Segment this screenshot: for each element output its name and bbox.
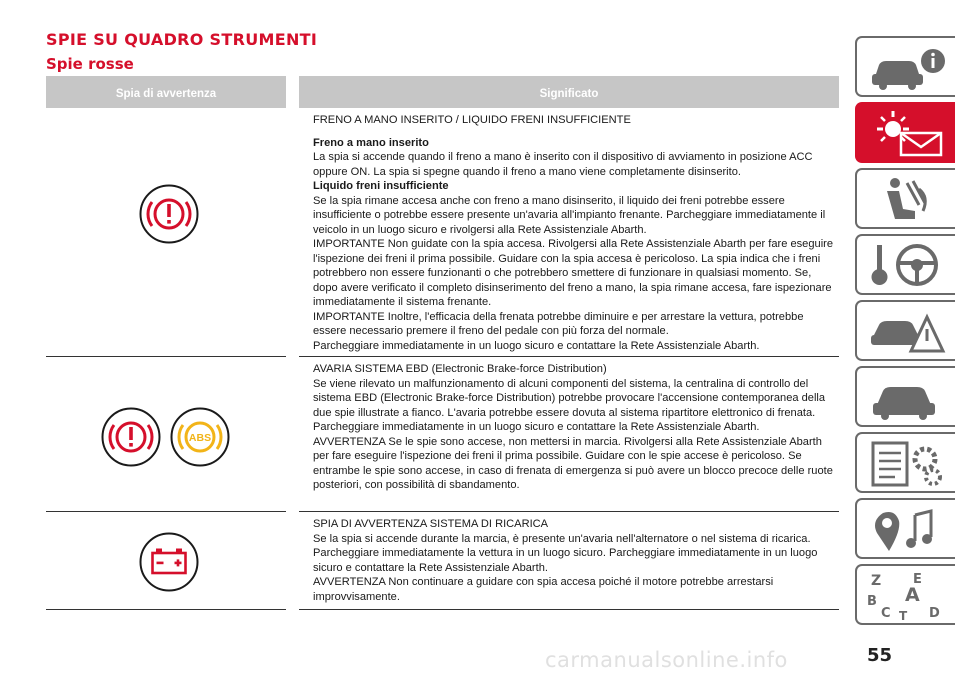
brake-warning-icon [139, 184, 199, 244]
index-alphabet-icon [867, 571, 951, 621]
tab-key-steering[interactable] [855, 234, 955, 295]
abs-label: ABS [188, 432, 212, 444]
tab-multimedia[interactable] [855, 498, 955, 559]
table-header [46, 76, 839, 108]
index-letter: B [867, 594, 877, 609]
index-letter: D [929, 606, 940, 621]
tab-warning-lights[interactable] [855, 102, 955, 163]
row-subheading: Liquido freni insufficiente [313, 180, 449, 192]
tab-car-service[interactable] [855, 366, 955, 427]
brake-warning-icon [101, 407, 161, 467]
tab-emergency[interactable] [855, 300, 955, 361]
table-row [46, 108, 839, 356]
technical-data-icon [867, 439, 951, 489]
tab-car-info[interactable] [855, 36, 955, 97]
abs-icon [170, 407, 230, 467]
row-important: IMPORTANTE Non guidate con la spia accesa. Rivolgersi alla Rete Assistenziale Abarth per fare eseguire l'ispezione dei freni il prima possibile. Guidare con la spia accesa è pericoloso. La spia indica che i freni potrebbero non essere funzionanti o che potrebbero smettere di funzionare in qualsiasi momento. Se, dopo avere verificato il completo disinserimento del freno a mano, la spia rimane accesa, fare ispezionare immediatamente il sistema frenante. [313, 238, 834, 308]
row-text: Parcheggiare immediatamente in un luogo sicuro e contattare la Rete Assistenziale Abarth. [313, 339, 760, 352]
col-header-meaning: Significato [539, 88, 599, 100]
section-title: SPIE SU QUADRO STRUMENTI [46, 30, 318, 49]
table-row [46, 357, 839, 511]
battery-icon [139, 532, 199, 592]
row-text: Se la spia si accende durante la marcia, è presente un'avaria nell'alternatore o nel sistema di ricarica. Parcheggiare immediatamente la vettura in un luogo sicuro. Parcheggiare immediatamente in un luogo sicuro e contattare la Rete Assistenziale Abarth. [313, 532, 818, 574]
row-spacer [313, 128, 839, 136]
index-letter: Z [871, 573, 882, 589]
car-info-icon [867, 43, 951, 93]
row-text: Se la spia rimane accesa anche con freno a mano disinserito, il liquido dei freni potrebbe essere insufficiente o potrebbe essere presente un'avaria all'impianto frenante. Parcheggiare immediatamente il veicolo in un luogo sicuro e rivolgersi alla Rete Assistenziale Abarth. [313, 194, 826, 236]
row-text: Se viene rilevato un malfunzionamento di alcuni componenti del sistema, la centralina di controllo del sistema EBD (Electronic Brake-force Distribution) potrebbe provocare l'accensione contemporanea della due spie illustrate a fianco. L'avaria potrebbe essere dovuta al sistema ripartitore elettronico di frenata. Parcheggiare immediatamente in un luogo sicuro e contattare la Rete Assistenziale Abarth. [313, 377, 826, 433]
row-title: SPIA DI AVVERTENZA SISTEMA DI RICARICA [313, 518, 549, 530]
tab-seat-airbag[interactable] [855, 168, 955, 229]
multimedia-icon [867, 505, 951, 555]
row-divider [46, 609, 286, 610]
index-letter: E [913, 572, 922, 587]
row-important: IMPORTANTE Inoltre, l'efficacia della frenata potrebbe diminuire e per arrestare la vettura, potrebbe essere necessario premere il freno del pedale con più forza del normale. [313, 310, 804, 337]
key-steering-icon [867, 241, 951, 291]
col-header-warning-light: Spia di avvertenza [115, 88, 217, 100]
subsection-title: Spie rosse [46, 55, 134, 73]
tab-technical-data[interactable] [855, 432, 955, 493]
row-subheading: Freno a mano inserito [313, 136, 429, 149]
emergency-icon [867, 307, 951, 357]
tab-index[interactable] [855, 564, 955, 625]
table-row [46, 512, 839, 609]
index-letter: C [881, 606, 891, 621]
warning-lights-icon [867, 109, 951, 159]
row-text: La spia si accende quando il freno a mano è inserito con il dispositivo di avviamento in posizione ACC oppure ON. La spia si spegne quando il freno a mano viene completamente disinserito. [313, 151, 813, 178]
row-warning: AVVERTENZA Se le spie sono accese, non mettersi in marcia. Rivolgersi alla Rete Assistenziale Abarth per fare eseguire l'ispezione dei freni il prima possibile. Guidare con le spie accese è pericoloso. Se entrambe le spie sono accese, in caso di frenata di emergenza si può avere un blocco precoce delle ruote posteriori, con possibilità di sbandamento. [313, 435, 833, 491]
index-letter: A [905, 584, 920, 606]
index-letter: T [899, 609, 908, 621]
row-divider [299, 609, 839, 610]
car-service-icon [867, 373, 951, 423]
row-warning: AVVERTENZA Non continuare a guidare con spia accesa poiché il motore potrebbe arrestarsi improvvisamente. [313, 576, 774, 603]
row-title: FRENO A MANO INSERITO / LIQUIDO FRENI INSUFFICIENTE [313, 114, 631, 126]
watermark: carmanualsonline.info [545, 648, 788, 672]
seat-airbag-icon [867, 175, 951, 225]
page-number: 55 [866, 645, 892, 666]
row-title: AVARIA SISTEMA EBD (Electronic Brake-force Distribution) [313, 363, 607, 375]
